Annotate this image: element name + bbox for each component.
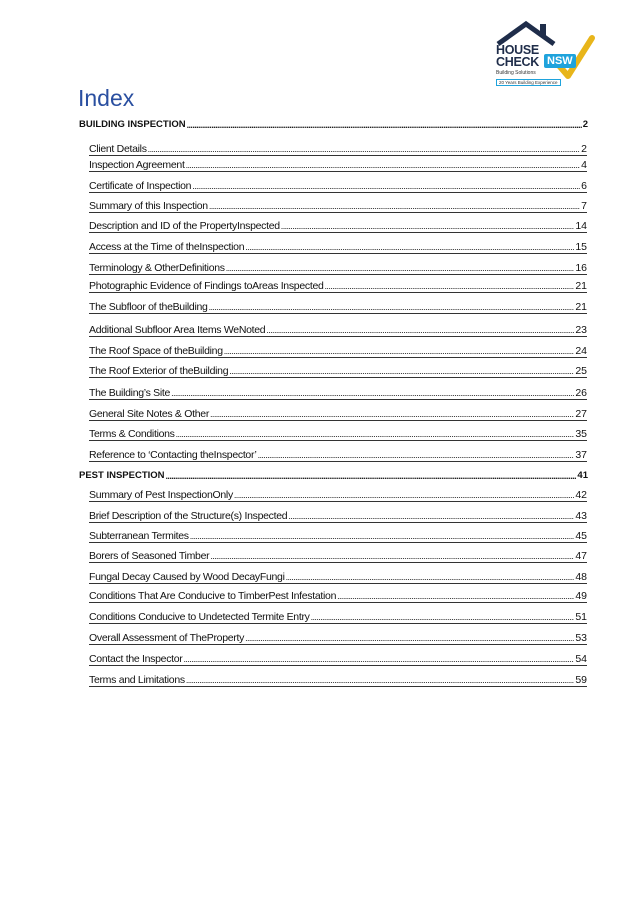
toc-dot-leader: [234, 489, 574, 501]
toc-dot-leader: [176, 428, 575, 440]
logo-experience: 20 Years Building Experience: [496, 79, 561, 86]
toc-underline: [89, 461, 587, 462]
toc-underline: [89, 602, 587, 603]
toc-entry-label: Contact the Inspector: [89, 653, 183, 665]
toc-entry[interactable]: [89, 406, 587, 420]
toc-entry-page: 27: [575, 408, 587, 420]
toc-entry-page: 4: [581, 159, 587, 171]
toc-entry-page: 59: [575, 674, 587, 686]
toc-dot-leader: [325, 280, 575, 292]
toc-dot-leader: [245, 241, 574, 253]
toc-entry-page: 15: [575, 241, 587, 253]
toc-underline: [89, 336, 587, 337]
toc-underline: [89, 212, 587, 213]
toc-entry[interactable]: [89, 528, 587, 542]
toc-underline: [89, 583, 587, 584]
toc-entry-page: 45: [575, 530, 587, 542]
toc-underline: [89, 399, 587, 400]
toc-entry-label: Access at the Time of theInspection: [89, 241, 245, 253]
toc-underline: [89, 623, 587, 624]
toc-entry[interactable]: [89, 363, 587, 377]
toc-underline: [89, 171, 587, 172]
toc-entry-label: Description and ID of the PropertyInspected: [89, 220, 280, 232]
toc-entry-page: 2: [582, 119, 588, 130]
toc-entry-label: The Building’s Site: [89, 387, 171, 399]
toc-section-heading[interactable]: [79, 468, 588, 482]
toc-underline: [89, 377, 587, 378]
toc-entry-page: 54: [575, 653, 587, 665]
toc-entry-page: 41: [577, 470, 588, 481]
toc-entry[interactable]: [89, 508, 587, 522]
toc-entry-page: 49: [575, 590, 587, 602]
toc-dot-leader: [210, 550, 574, 562]
toc-entry-page: 42: [575, 489, 587, 501]
toc-entry[interactable]: [89, 609, 587, 623]
toc-entry-page: 21: [575, 301, 587, 313]
toc-entry-label: Conditions That Are Conducive to TimberPest Infestation: [89, 590, 337, 602]
toc-dot-leader: [187, 119, 582, 131]
toc-underline: [89, 542, 587, 543]
toc-entry[interactable]: [89, 630, 587, 644]
toc-entry[interactable]: [89, 239, 587, 253]
toc-dot-leader: [171, 387, 574, 399]
toc-entry[interactable]: [89, 218, 587, 232]
toc-dot-leader: [209, 301, 575, 313]
toc-entry-label: BUILDING INSPECTION: [79, 119, 186, 130]
toc-dot-leader: [281, 220, 575, 232]
logo-word-check: CHECK: [496, 55, 539, 69]
toc-entry[interactable]: [89, 569, 587, 583]
toc-entry[interactable]: [89, 651, 587, 665]
toc-entry[interactable]: [89, 487, 587, 501]
toc-dot-leader: [190, 530, 575, 542]
toc-entry-label: Reference to ‘Contacting theInspector’: [89, 449, 257, 461]
toc-underline: [89, 253, 587, 254]
toc-entry-page: 26: [575, 387, 587, 399]
toc-entry-page: 16: [575, 262, 587, 274]
toc-dot-leader: [186, 674, 574, 686]
toc-entry[interactable]: [89, 157, 587, 171]
toc-dot-leader: [266, 324, 574, 336]
toc-underline: [89, 522, 587, 523]
toc-entry-label: Overall Assessment of TheProperty: [89, 632, 245, 644]
toc-underline: [89, 420, 587, 421]
toc-dot-leader: [192, 180, 580, 192]
toc-dot-leader: [288, 510, 574, 522]
toc-dot-leader: [210, 408, 574, 420]
toc-entry-label: Summary of Pest InspectionOnly: [89, 489, 233, 501]
toc-entry-label: Borers of Seasoned Timber: [89, 550, 210, 562]
toc-entry-label: The Subfloor of theBuilding: [89, 301, 208, 313]
logo-word-house: HOUSE: [496, 43, 539, 57]
toc-entry[interactable]: [89, 178, 587, 192]
toc-entry-page: 23: [575, 324, 587, 336]
toc-entry[interactable]: [89, 198, 587, 212]
toc-entry[interactable]: [89, 299, 587, 313]
toc-dot-leader: [229, 365, 574, 377]
toc-entry[interactable]: [89, 343, 587, 357]
toc-entry-label: Subterranean Termites: [89, 530, 189, 542]
logo-tagline: Building Solutions: [496, 70, 536, 76]
toc-underline: [89, 232, 587, 233]
toc-entry-page: 7: [581, 200, 587, 212]
toc-dot-leader: [245, 632, 574, 644]
toc-entry-page: 2: [581, 143, 587, 155]
toc-dot-leader: [337, 590, 574, 602]
toc-underline: [89, 665, 587, 666]
toc-dot-leader: [258, 449, 575, 461]
toc-underline: [89, 155, 587, 156]
toc-dot-leader: [148, 143, 580, 155]
toc-underline: [89, 357, 587, 358]
page-title: Index: [78, 85, 135, 111]
toc-underline: [89, 562, 587, 563]
toc-entry-page: 37: [575, 449, 587, 461]
toc-entry-label: The Roof Space of theBuilding: [89, 345, 223, 357]
toc-underline: [89, 313, 587, 314]
toc-entry-page: 51: [575, 611, 587, 623]
toc-dot-leader: [184, 653, 575, 665]
toc-entry-label: Terminology & OtherDefinitions: [89, 262, 225, 274]
toc-entry-label: Conditions Conducive to Undetected Termite Entry: [89, 611, 310, 623]
toc-entry[interactable]: [89, 322, 587, 336]
toc-entry[interactable]: [89, 141, 587, 155]
toc-entry-page: 14: [575, 220, 587, 232]
toc-section-heading[interactable]: [79, 117, 588, 131]
toc-entry-label: Certificate of Inspection: [89, 180, 192, 192]
toc-underline: [89, 686, 587, 687]
toc-dot-leader: [224, 345, 575, 357]
toc-entry-label: Brief Description of the Structure(s) Inspected: [89, 510, 288, 522]
toc-underline: [89, 440, 587, 441]
toc-entry[interactable]: [89, 260, 587, 274]
toc-entry-label: Client Details: [89, 143, 147, 155]
toc-entry-label: The Roof Exterior of theBuilding: [89, 365, 229, 377]
toc-underline: [89, 292, 587, 293]
toc-entry-page: 48: [575, 571, 587, 583]
toc-dot-leader: [286, 571, 575, 583]
toc-entry[interactable]: [89, 548, 587, 562]
toc-dot-leader: [186, 159, 581, 171]
toc-entry-label: Photographic Evidence of Findings toAreas Inspected: [89, 280, 324, 292]
toc-entry[interactable]: [89, 278, 587, 292]
toc-entry[interactable]: [89, 588, 587, 602]
toc-entry[interactable]: [89, 447, 587, 461]
toc-entry-label: Inspection Agreement: [89, 159, 185, 171]
toc-entry-page: 47: [575, 550, 587, 562]
toc-underline: [89, 501, 587, 502]
toc-entry-page: 35: [575, 428, 587, 440]
toc-entry-page: 6: [581, 180, 587, 192]
toc-underline: [89, 644, 587, 645]
toc-entry-label: Additional Subfloor Area Items WeNoted: [89, 324, 266, 336]
toc-entry-label: Terms & Conditions: [89, 428, 175, 440]
toc-entry[interactable]: [89, 385, 587, 399]
toc-entry-label: Fungal Decay Caused by Wood DecayFungi: [89, 571, 285, 583]
toc-entry[interactable]: [89, 672, 587, 686]
toc-entry-label: Terms and Limitations: [89, 674, 185, 686]
toc-entry-label: Summary of this Inspection: [89, 200, 208, 212]
toc-dot-leader: [226, 262, 575, 274]
toc-dot-leader: [166, 470, 577, 482]
toc-entry-page: 43: [575, 510, 587, 522]
toc-entry-label: PEST INSPECTION: [79, 470, 165, 481]
toc-entry-page: 53: [575, 632, 587, 644]
toc-underline: [89, 192, 587, 193]
toc-dot-leader: [311, 611, 575, 623]
toc-entry-page: 25: [575, 365, 587, 377]
toc-entry-page: 21: [575, 280, 587, 292]
toc-entry-page: 24: [575, 345, 587, 357]
toc-dot-leader: [209, 200, 580, 212]
toc-entry-label: General Site Notes & Other: [89, 408, 210, 420]
logo-badge-nsw: NSW: [544, 54, 576, 68]
toc-entry[interactable]: [89, 426, 587, 440]
toc-underline: [89, 274, 587, 275]
